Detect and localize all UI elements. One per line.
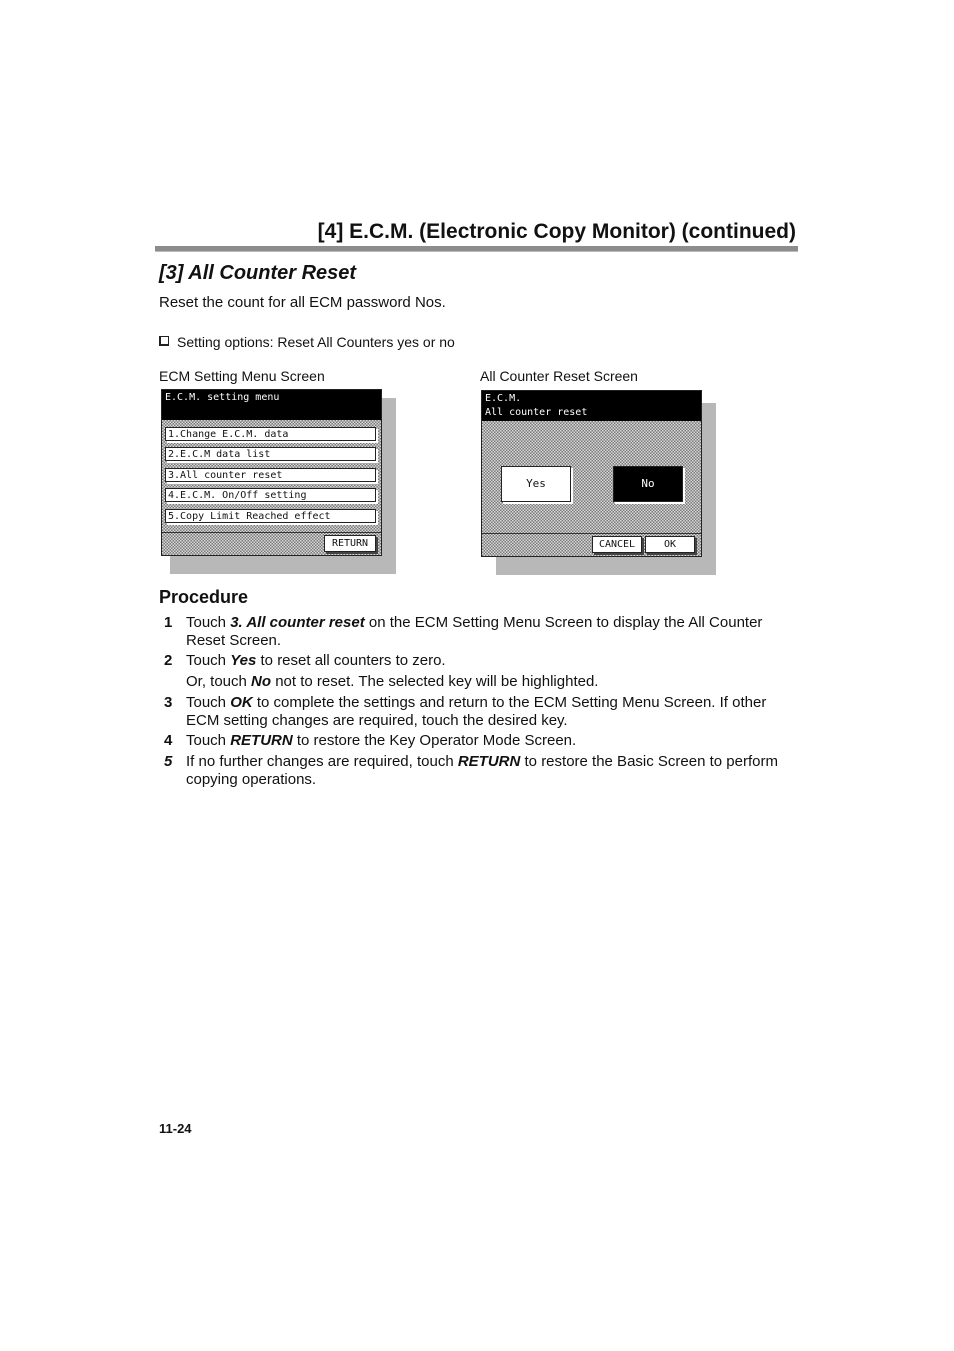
- procedure-step-2: [159, 652, 779, 670]
- step-text: on the ECM Setting Menu Screen to display the All Counter Reset Screen.: [186, 614, 763, 649]
- screen2-header-line2: All counter reset: [485, 407, 588, 418]
- screen2-caption: All Counter Reset Screen: [480, 368, 638, 384]
- menu-item-change-ecm-data[interactable]: 1.Change E.C.M. data: [165, 427, 376, 441]
- step-keyword: Yes: [230, 652, 257, 669]
- checkbox-bullet-icon: [159, 336, 169, 346]
- step-keyword: OK: [230, 694, 253, 711]
- step-keyword: RETURN: [457, 753, 521, 770]
- procedure-title: Procedure: [159, 587, 249, 607]
- procedure-step-3: [159, 694, 779, 730]
- step-text: to restore the Key Operator Mode Screen.: [292, 732, 577, 749]
- step-text: to reset all counters to zero.: [256, 652, 446, 669]
- step-text: to complete the settings and return to the ECM Setting Menu Screen. If other ECM setting changes are required, touch the desired key.: [186, 694, 767, 729]
- cancel-button[interactable]: CANCEL: [592, 536, 642, 553]
- setting-options-text: Setting options: Reset All Counters yes or no: [177, 334, 455, 350]
- page-header-title: [4] E.C.M. (Electronic Copy Monitor) (continued): [317, 220, 796, 243]
- step-text: to restore the Basic Screen to perform copying operations.: [186, 753, 778, 788]
- menu-item-ecm-data-list[interactable]: 2.E.C.M data list: [165, 447, 376, 461]
- yes-button[interactable]: Yes: [501, 466, 571, 502]
- procedure-step-5: [159, 753, 779, 789]
- all-counter-reset-screen: [481, 390, 702, 557]
- header-rule: [155, 246, 798, 252]
- step-text: Touch: [186, 694, 231, 711]
- step-number: 2: [164, 652, 173, 669]
- step-text: Touch: [186, 614, 231, 631]
- page-number: 11-24: [159, 1121, 192, 1136]
- ok-button[interactable]: OK: [645, 536, 695, 553]
- step-text: Touch: [186, 652, 231, 669]
- screen1-caption: ECM Setting Menu Screen: [159, 368, 325, 384]
- step-keyword: 3. All counter reset: [230, 614, 365, 631]
- ecm-setting-menu-screen: [161, 389, 382, 556]
- screen1-header: E.C.M. setting menu: [162, 390, 381, 420]
- screen2-header: [482, 391, 701, 421]
- step-number: 3: [164, 694, 173, 711]
- procedure-step-1: [159, 614, 779, 650]
- step-number: 4: [164, 732, 173, 749]
- step-number: 1: [164, 614, 173, 631]
- menu-item-copy-limit-reached-effect[interactable]: 5.Copy Limit Reached effect: [165, 509, 376, 523]
- step-number: 5: [164, 753, 173, 770]
- step-text: Or, touch: [186, 673, 252, 690]
- section-title: [3] All Counter Reset: [159, 262, 357, 284]
- no-button[interactable]: No: [613, 466, 683, 502]
- step-text: not to reset. The selected key will be highlighted.: [271, 673, 599, 690]
- menu-item-ecm-on-off-setting[interactable]: 4.E.C.M. On/Off setting: [165, 488, 376, 502]
- step-text: If no further changes are required, touch: [186, 753, 458, 770]
- procedure-step-4: [159, 732, 779, 750]
- setting-options: [159, 334, 455, 350]
- step-keyword: No: [251, 673, 272, 690]
- step-keyword: RETURN: [230, 732, 293, 749]
- procedure-step-2-alt: [159, 673, 779, 691]
- section-intro: Reset the count for all ECM password Nos.: [159, 294, 446, 311]
- menu-item-all-counter-reset[interactable]: 3.All counter reset: [165, 468, 376, 482]
- step-text: Touch: [186, 732, 231, 749]
- return-button[interactable]: RETURN: [324, 535, 376, 552]
- screen2-header-line1: E.C.M.: [485, 393, 522, 404]
